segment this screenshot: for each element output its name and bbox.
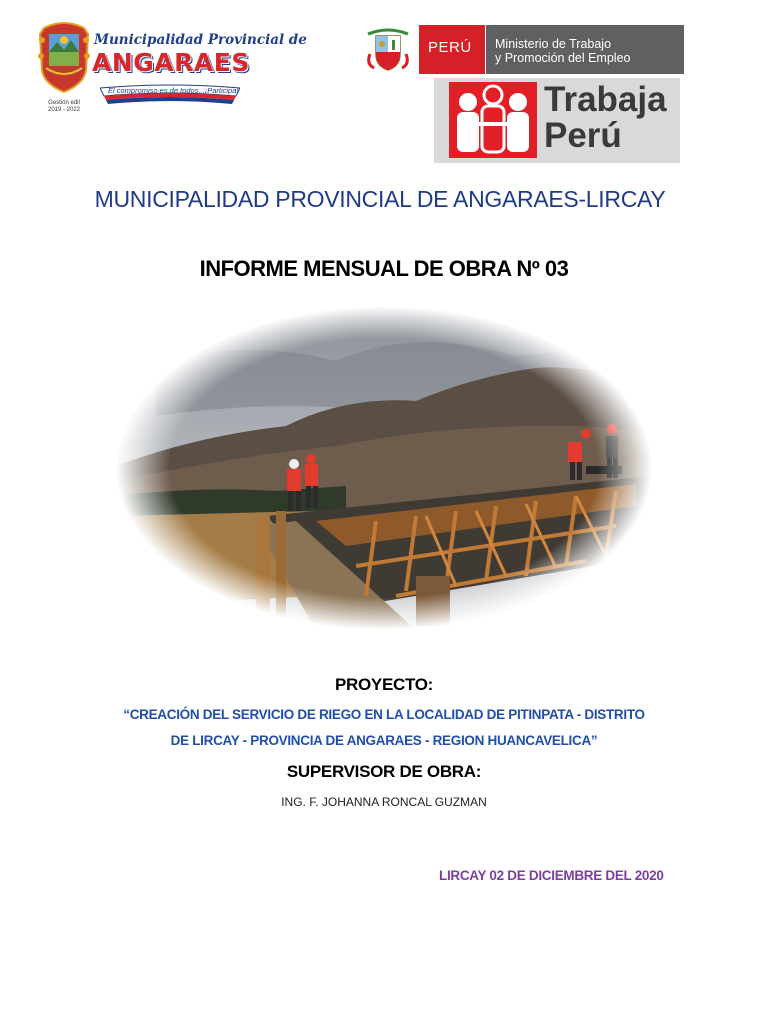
trabaja-peru-logo: [434, 78, 680, 163]
municipality-name-line2: ANGARAES: [92, 48, 250, 77]
municipality-gestion: Gestión edil 2019 - 2022: [47, 100, 81, 113]
construction-site-photo: [116, 306, 652, 630]
supervisor-label: SUPERVISOR DE OBRA:: [286, 762, 482, 781]
municipality-name-line1: Municipalidad Provincial de: [94, 32, 307, 48]
document-date: LIRCAY 02 DE DICIEMBRE DEL 2020: [439, 868, 664, 883]
ministry-peru-block: [419, 25, 485, 74]
project-name-line1: “CREACIÓN DEL SERVICIO DE RIEGO EN LA LOCALIDAD DE PITINPATA - DISTRITO: [123, 707, 645, 722]
municipality-logo: [36, 20, 307, 116]
project-label: PROYECTO:: [334, 675, 434, 694]
peru-coat-of-arms-icon: [364, 24, 412, 74]
ministry-name-line2: y Promoción del Empleo: [495, 51, 631, 65]
municipality-slogan: El compromiso es de todos...¡Participa!: [108, 86, 239, 95]
organization-title: MUNICIPALIDAD PROVINCIAL DE ANGARAES-LIRCAY: [94, 186, 666, 212]
trabaja-peru-text-line2: Perú: [544, 116, 622, 155]
report-title: INFORME MENSUAL DE OBRA Nº 03: [199, 256, 569, 281]
ministry-country: PERÚ: [428, 39, 472, 56]
trabaja-peru-people-icon: [449, 82, 537, 158]
ministry-logo: [419, 25, 684, 74]
ministry-name-line1: Ministerio de Trabajo: [495, 37, 612, 51]
trabaja-peru-text-line1: Trabaja: [544, 80, 667, 119]
project-name-line2: DE LIRCAY - PROVINCIA DE ANGARAES - REGION HUANCAVELICA”: [170, 733, 598, 748]
supervisor-name: ING. F. JOHANNA RONCAL GUZMAN: [281, 795, 487, 809]
municipality-shield-icon: [36, 20, 92, 112]
